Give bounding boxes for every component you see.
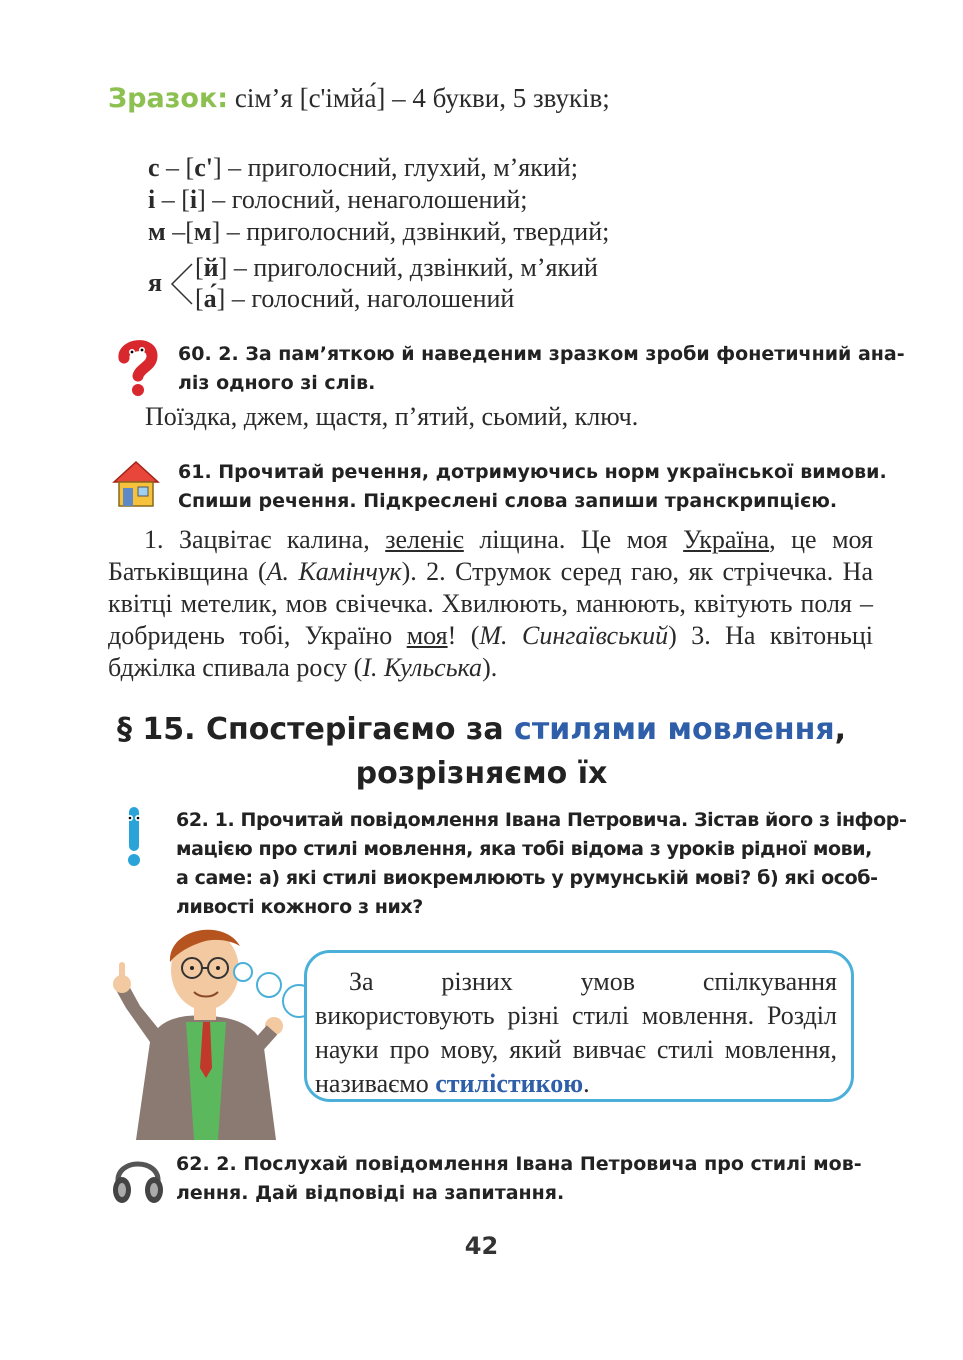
section-heading bbox=[0, 708, 963, 752]
thought-dot bbox=[256, 972, 282, 998]
phonetic-desc: ] – приголосний, глухий, м’який; bbox=[212, 153, 578, 182]
phonetic-sound: й bbox=[203, 253, 219, 282]
task-line: 62. 2. Послухай повідомлення Івана Петровича про стилі мов- bbox=[176, 1153, 862, 1175]
bubble-text: За різних умов спілкування використовують різні стилі мовлення. Розділ науки про мову, який вивчає стилі мовлення, називаємо bbox=[315, 967, 837, 1098]
underlined-word: моя bbox=[406, 621, 448, 650]
phonetic-letter: с bbox=[148, 153, 160, 182]
branch-bracket-icon bbox=[166, 260, 196, 310]
bubble-text-end: . bbox=[583, 1069, 590, 1098]
question-mark-icon bbox=[112, 338, 164, 398]
headphones-icon bbox=[110, 1148, 166, 1206]
text-fragment: , це моя Батьківщина ( bbox=[108, 525, 873, 586]
phonetic-desc: ] – голосний, наголошений bbox=[216, 284, 515, 313]
phonetic-sound: м bbox=[193, 217, 212, 246]
text-fragment: ). 2. Струмок серед гаю, як стрічечка. На квітці метелик, мов свічечка. Хвилюють, манюють, квітують поля – добридень тобі, Україно bbox=[108, 557, 873, 650]
underlined-word: зеленіє bbox=[385, 525, 464, 554]
phonetic-letter: м bbox=[148, 217, 166, 246]
bubble-term: стилістикою bbox=[435, 1069, 584, 1098]
task-60-words: Поїздка, джем, щастя, п’ятий, сьомий, ключ. bbox=[145, 402, 639, 431]
text-fragment: 1. Зацвітає калина, bbox=[144, 525, 386, 554]
page-number: 42 bbox=[464, 1232, 499, 1260]
task-61-instruction bbox=[178, 458, 887, 516]
text-fragment: ) 3. На квітоньці бджілка спивала росу ( bbox=[108, 621, 873, 682]
phonetic-desc: ] – голосний, ненаголошений; bbox=[197, 185, 528, 214]
phonetic-sound: а́ bbox=[203, 284, 217, 313]
task-line: лення. Дай відповіді на запитання. bbox=[176, 1182, 565, 1204]
exclamation-mark-icon bbox=[116, 806, 152, 870]
task-line: а саме: а) які стилі виокремлюють у румунській мові? б) які особ- bbox=[176, 867, 878, 889]
phonetic-line-m bbox=[148, 216, 609, 248]
task-61-text bbox=[108, 524, 873, 684]
phonetic-desc: ] – приголосний, дзвінкий, твердий; bbox=[211, 217, 610, 246]
author-name: М. Сингаївський bbox=[479, 621, 669, 650]
phonetic-desc: ] – приголосний, дзвінкий, м’який bbox=[218, 253, 598, 282]
sample-line bbox=[108, 78, 610, 119]
phonetic-line-ya-2: [а́] – голосний, наголошений bbox=[195, 284, 515, 313]
underlined-word: Україна bbox=[683, 525, 770, 554]
teacher-illustration bbox=[106, 918, 306, 1140]
task-62-1-instruction bbox=[176, 806, 906, 922]
heading-text: , bbox=[834, 712, 847, 747]
task-line: 62. 1. Прочитай повідомлення Івана Петровича. Зістав його з інфор- bbox=[176, 809, 907, 831]
phonetic-line-ya-1: [й] – приголосний, дзвінкий, м’який bbox=[195, 253, 598, 282]
sample-text: сім’я [с'імйа́] – 4 букви, 5 звуків; bbox=[228, 83, 610, 113]
phonetic-line-i bbox=[148, 184, 527, 216]
heading-text: § 15. Спостерігаємо за bbox=[116, 712, 515, 747]
phonetic-dash: – [ bbox=[155, 185, 190, 214]
author-name: А. Камінчук bbox=[266, 557, 402, 586]
phonetic-dash: – [ bbox=[159, 153, 195, 182]
task-line: 61. Прочитай речення, дотримуючись норм української вимови. bbox=[178, 461, 887, 483]
phonetic-sound: с' bbox=[194, 153, 213, 182]
phonetic-letter-ya: я bbox=[148, 268, 163, 297]
heading-highlight: стилями мовлення bbox=[514, 712, 835, 747]
text-fragment: ! ( bbox=[447, 621, 480, 650]
task-line: 60. 2. За пам’яткою й наведеним зразком зроби фонетичний ана- bbox=[178, 343, 905, 365]
text-fragment: ). bbox=[482, 653, 498, 682]
task-line: ливості кожного з них? bbox=[176, 896, 423, 918]
phonetic-line-s bbox=[148, 152, 578, 184]
sample-label: Зразок: bbox=[108, 83, 229, 114]
task-62-2-instruction bbox=[176, 1150, 862, 1208]
task-line: ліз одного зі слів. bbox=[178, 372, 376, 394]
section-heading-line2: розрізняємо їх bbox=[355, 756, 608, 791]
phonetic-letter: і bbox=[148, 185, 156, 214]
house-icon bbox=[110, 458, 162, 510]
task-60-instruction bbox=[178, 340, 905, 398]
text-fragment: ліщина. Це моя bbox=[463, 525, 684, 554]
phonetic-dash: –[ bbox=[165, 217, 194, 246]
author-name: І. Кульська bbox=[362, 653, 483, 682]
speech-bubble bbox=[304, 950, 854, 1102]
thought-dot bbox=[233, 962, 253, 982]
task-line: мацією про стилі мовлення, яка тобі відома з уроків рідної мови, bbox=[176, 838, 872, 860]
task-line: Спиши речення. Підкреслені слова запиши транскрипцією. bbox=[178, 490, 838, 512]
phonetic-sound: і bbox=[189, 185, 198, 214]
